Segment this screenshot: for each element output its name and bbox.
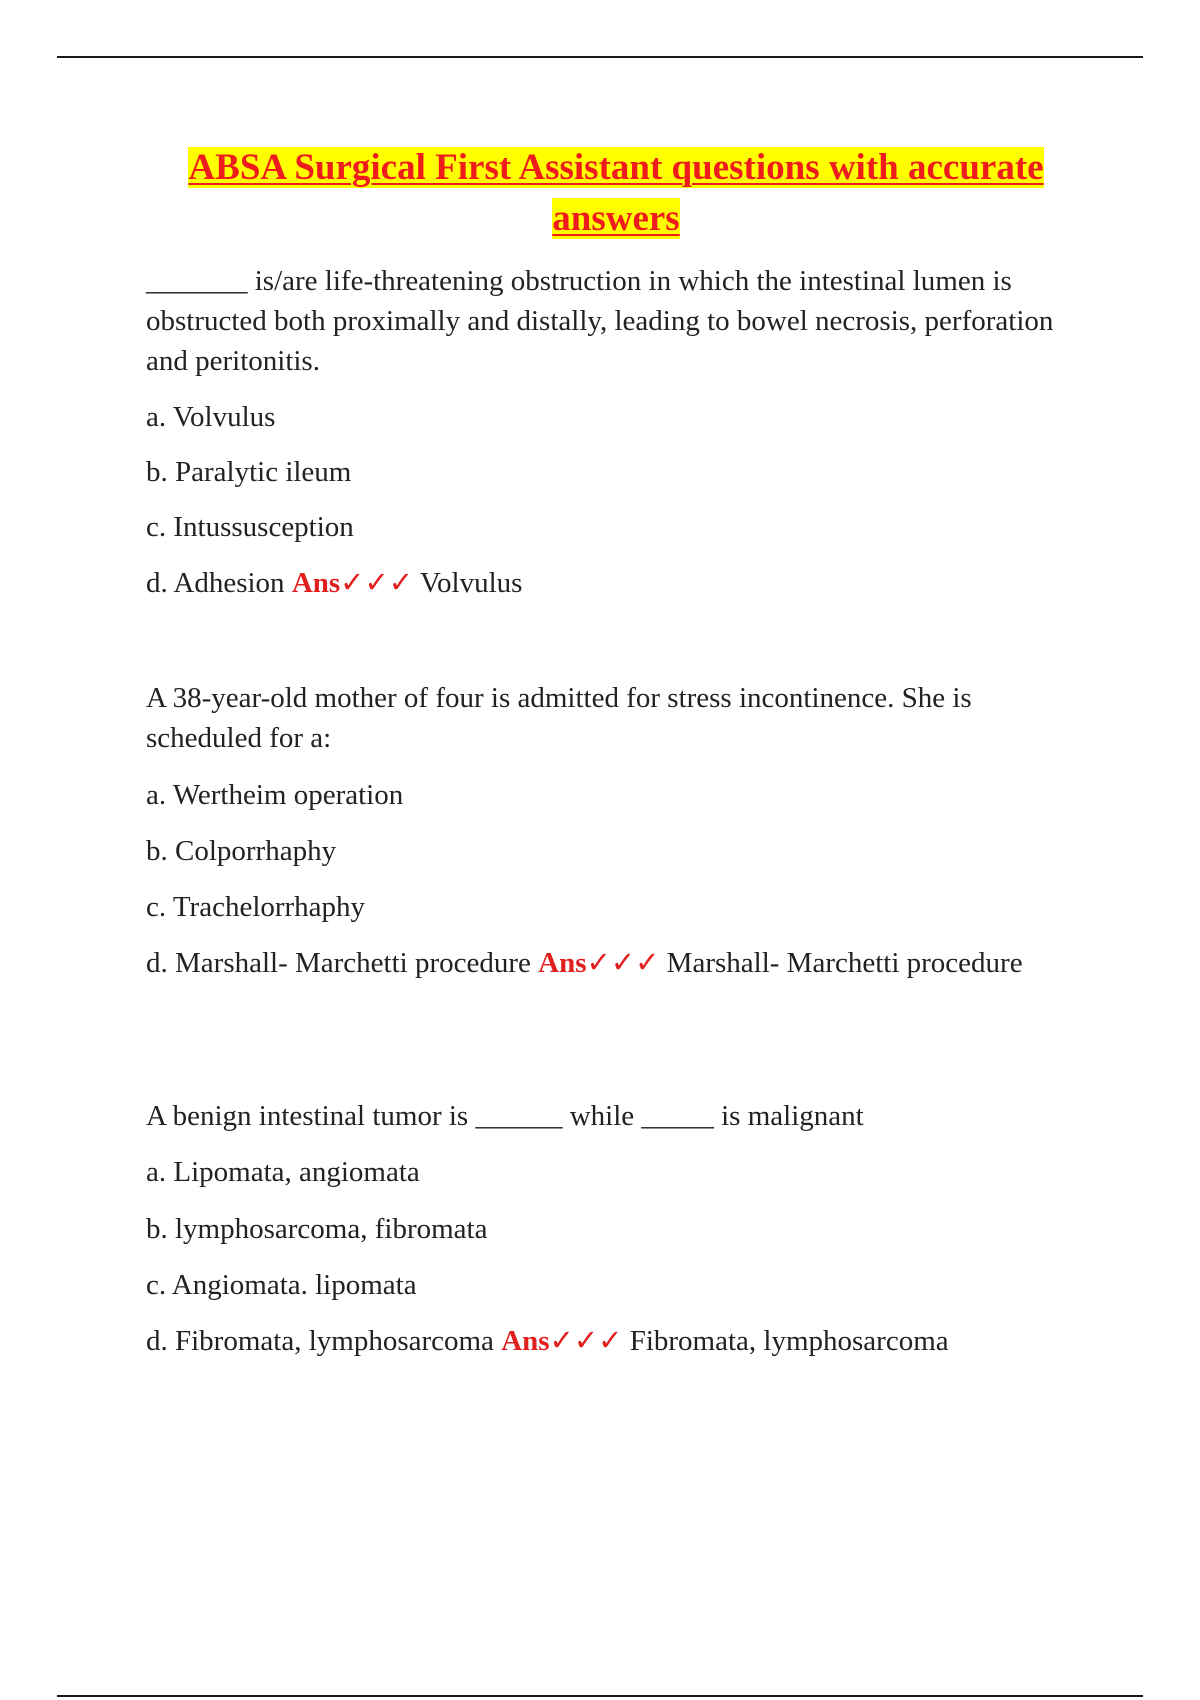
question-3-option-b: b. lymphosarcoma, fibromata [146, 1213, 488, 1245]
question-2-option-c: c. Trachelorrhaphy [146, 891, 366, 923]
option-text: d. Adhesion [146, 567, 285, 599]
option-text: d. Marshall- Marchetti procedure [146, 947, 531, 979]
answer-text: Fibromata, lymphosarcoma [629, 1325, 949, 1357]
option-text: d. Fibromata, lymphosarcoma [146, 1325, 494, 1357]
question-1-stem: _______ is/are life-threatening obstruction in which the intestinal lumen is obstructed both proximally and distally, leading to bowel necrosis, perforation and peritonitis. [146, 265, 1054, 377]
question-3-option-d [146, 1321, 1086, 1361]
question-3-stem: A benign intestinal tumor is ______ while _____ is malignant [146, 1100, 864, 1132]
question-3-option-c: c. Angiomata. lipomata [146, 1269, 417, 1301]
answer-label: Ans [501, 1325, 550, 1357]
question-2-option-a: a. Wertheim operation [146, 779, 404, 811]
answer-label: Ans [538, 947, 587, 979]
check-marks-icon: ✓✓✓ [340, 567, 414, 599]
answer-label: Ans [291, 567, 341, 599]
question-3-option-a: a. Lipomata, angiomata [146, 1156, 420, 1188]
question-1-option-b: b. Paralytic ileum [146, 456, 352, 488]
check-marks-icon: ✓✓✓ [549, 1325, 623, 1357]
answer-text: Volvulus [419, 567, 523, 599]
question-1-option-a: a. Volvulus [146, 401, 276, 433]
header-rule [57, 56, 1143, 58]
question-2-stem: A 38-year-old mother of four is admitted for stress incontinence. She is scheduled for a: [146, 682, 972, 754]
answer-text: Marshall- Marchetti procedure [666, 947, 1023, 979]
question-2-option-b: b. Colporrhaphy [146, 835, 337, 867]
question-2-option-d [146, 943, 1086, 983]
check-marks-icon: ✓✓✓ [586, 947, 660, 979]
question-1-option-c: c. Intussusception [146, 511, 354, 543]
question-1-option-d [146, 563, 1086, 603]
document-title: ABSA Surgical First Assistant questions with accurate answers [188, 147, 1044, 239]
footer-rule [57, 1695, 1143, 1697]
